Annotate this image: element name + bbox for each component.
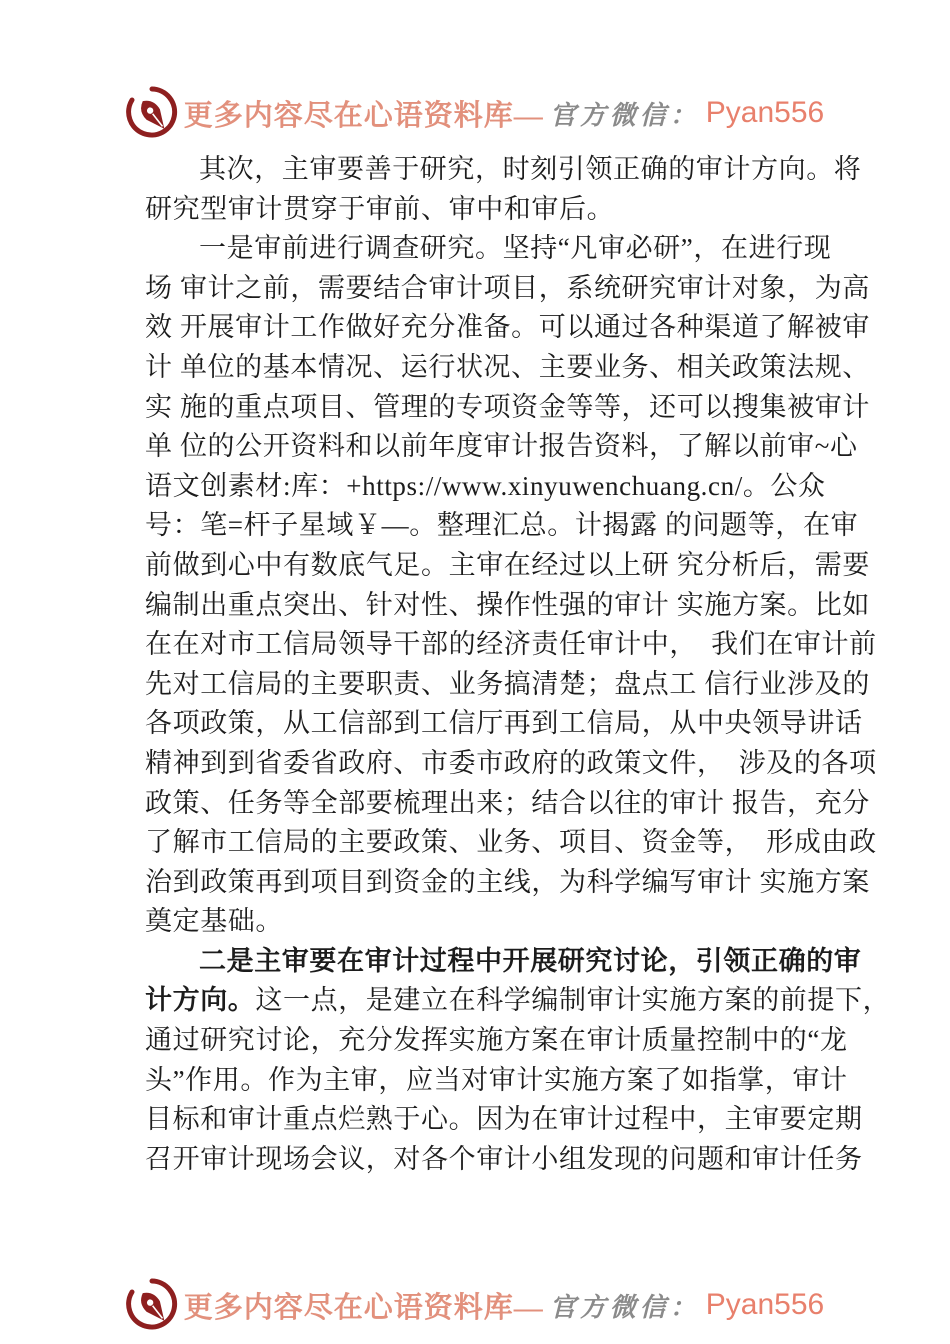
text-line	[145, 784, 870, 824]
text-line	[145, 744, 877, 784]
text-line	[145, 467, 825, 507]
text-segment: 单 位的公开资料和以前年度审计报告资料，了解以前审~心	[145, 431, 858, 462]
text-segment: 了解市工信局的主要政策、业务、项目、资金等， 形成由政	[145, 827, 877, 858]
text-line	[145, 1100, 863, 1140]
text-segment: 前做到心中有数底气足。主审在经过以上研 究分析后，需要	[145, 549, 870, 580]
text-line	[145, 902, 825, 942]
text-line	[145, 625, 877, 665]
text-line	[145, 388, 870, 428]
text-line	[145, 229, 832, 269]
text-segment: 这一点，是建立在科学编制审计实施方案的前提下，	[255, 985, 891, 1016]
text-line	[145, 506, 859, 546]
text-segment: 研究型审计贯穿于审前、审中和审后。	[145, 193, 615, 224]
text-segment: 效 开展审计工作做好充分准备。可以通过各种渠道了解被审	[145, 312, 870, 343]
bold-text-segment: 二是主审要在审计过程中开展研究讨论，引领正确的审	[199, 945, 862, 976]
text-line	[145, 586, 870, 626]
text-segment: 召开审计现场会议，对各个审计小组发现的问题和审计任务	[145, 1143, 863, 1174]
text-segment: 通过研究讨论，充分发挥实施方案在审计质量控制中的“龙	[145, 1025, 848, 1056]
text-line	[145, 427, 858, 467]
text-segment: 实 施的重点项目、管理的专项资金等等，还可以搜集被审计	[145, 391, 870, 422]
text-line	[145, 704, 863, 744]
text-segment: 目标和审计重点烂熟于心。因为在审计过程中，主审要定期	[145, 1104, 863, 1135]
text-segment: 头”作用。作为主审，应当对审计实施方案了如指掌，审计	[145, 1064, 848, 1095]
header-brand-text: 更多内容尽在心语资料库—	[183, 99, 544, 132]
text-line	[145, 348, 870, 388]
bold-text-segment: 计方向。	[145, 985, 256, 1016]
header-watermark	[0, 86, 950, 140]
document-lines	[145, 150, 891, 1179]
text-line	[145, 150, 862, 190]
text-segment: 各项政策，从工信部到工信厅再到工信局，从中央领导讲话	[145, 708, 863, 739]
text-segment: 其次，主审要善于研究，时刻引领正确的审计方向。将	[199, 154, 862, 184]
text-line	[145, 1140, 863, 1180]
footer-wechat-id: Pyan556	[705, 1288, 825, 1321]
text-line	[145, 981, 891, 1021]
text-segment: 先对工信局的主要职责、业务搞清楚；盘点工 信行业涉及的	[145, 668, 870, 699]
text-segment: 号：笔=杆子星域￥—。整理汇总。计揭露 的问题等，在审	[145, 510, 859, 541]
text-segment: 治到政策再到项目到资金的主线，为科学编写审计 实施方案	[145, 866, 870, 897]
text-line	[145, 863, 870, 903]
text-line	[145, 1021, 848, 1061]
text-line	[145, 1061, 848, 1101]
text-line	[145, 308, 870, 348]
header-wechat-label: 官方微信：	[549, 100, 700, 130]
footer-brand-text: 更多内容尽在心语资料库—	[183, 1291, 544, 1324]
text-line	[145, 942, 862, 982]
text-line	[145, 546, 870, 586]
text-segment: 政策、任务等全部要梳理出来；结合以往的审计 报告，充分	[145, 787, 870, 818]
text-segment: 在在对市工信局领导干部的经济责任审计中， 我们在审计前	[145, 629, 877, 660]
text-segment: 编制出重点突出、针对性、操作性强的审计 实施方案。比如	[145, 589, 870, 620]
footer-wechat-label: 官方微信：	[549, 1292, 700, 1322]
text-segment: 奠定基础。	[145, 906, 283, 937]
text-line	[145, 665, 870, 705]
text-segment: 计 单位的基本情况、运行状况、主要业务、相关政策法规、	[145, 351, 870, 382]
text-segment: 精神到到省委省政府、市委市政府的政策文件， 涉及的各项	[145, 747, 877, 778]
text-segment: 一是审前进行调查研究。坚持“凡审必研”，在进行现	[199, 233, 832, 264]
text-line	[145, 823, 877, 863]
pen-nib-logo-icon	[126, 86, 178, 140]
text-segment: 场 审计之前，需要结合审计项目，系统研究审计对象，为高	[145, 272, 870, 303]
pen-nib-logo-icon	[126, 1278, 178, 1332]
document-body	[145, 150, 891, 1179]
text-line	[145, 190, 825, 230]
footer-watermark	[0, 1278, 950, 1332]
text-segment: 语文创素材:库：+https://www.xinyuwenchuang.cn/。公众	[145, 470, 826, 501]
header-wechat-id: Pyan556	[705, 96, 825, 129]
text-line	[145, 269, 870, 309]
